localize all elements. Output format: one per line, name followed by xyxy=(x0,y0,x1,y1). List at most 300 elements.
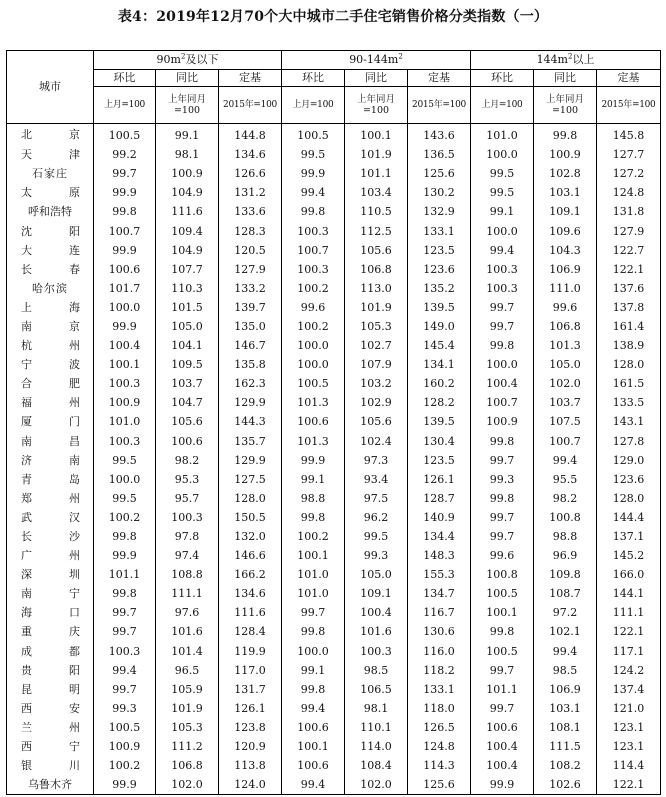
index-value: 99.4 xyxy=(282,183,345,202)
index-value: 146.6 xyxy=(219,546,282,565)
index-value: 99.9 xyxy=(282,164,345,183)
table-row xyxy=(7,412,661,431)
city-name: 南 宁 xyxy=(7,584,94,603)
index-value: 133.2 xyxy=(219,279,282,298)
index-value: 104.1 xyxy=(156,336,219,355)
index-value: 135.7 xyxy=(219,432,282,451)
index-value: 99.8 xyxy=(534,124,597,146)
city-name: 哈尔滨 xyxy=(7,279,94,298)
city-name: 重 庆 xyxy=(7,622,94,641)
index-value: 145.4 xyxy=(408,336,471,355)
city-name: 广 州 xyxy=(7,546,94,565)
index-value: 99.2 xyxy=(94,145,156,164)
index-value: 104.9 xyxy=(156,241,219,260)
index-value: 106.5 xyxy=(345,680,408,699)
table-row xyxy=(7,527,661,546)
index-value: 99.5 xyxy=(282,145,345,164)
index-value: 126.1 xyxy=(408,470,471,489)
table-row xyxy=(7,775,661,795)
unit-prev-year: 上年同月=100 xyxy=(345,87,408,124)
index-value: 100.4 xyxy=(471,374,534,393)
index-value: 103.7 xyxy=(156,374,219,393)
unit-base-2015: 2015年=100 xyxy=(408,87,471,124)
index-value: 99.6 xyxy=(282,298,345,317)
index-value: 123.1 xyxy=(597,718,661,737)
index-value: 99.7 xyxy=(471,298,534,317)
index-value: 122.7 xyxy=(597,241,661,260)
index-value: 99.1 xyxy=(282,661,345,680)
index-value: 128.7 xyxy=(408,489,471,508)
index-value: 97.8 xyxy=(156,527,219,546)
index-value: 99.7 xyxy=(94,622,156,641)
index-value: 144.4 xyxy=(597,508,661,527)
index-value: 137.8 xyxy=(597,298,661,317)
city-name: 海 口 xyxy=(7,603,94,622)
city-name: 合 肥 xyxy=(7,374,94,393)
index-value: 102.4 xyxy=(345,432,408,451)
index-value: 109.8 xyxy=(534,565,597,584)
index-value: 105.0 xyxy=(156,317,219,336)
index-value: 132.9 xyxy=(408,202,471,221)
table-row xyxy=(7,202,661,221)
index-value: 100.5 xyxy=(94,124,156,146)
index-value: 100.6 xyxy=(94,260,156,279)
index-value: 114.4 xyxy=(597,756,661,775)
city-name: 石家庄 xyxy=(7,164,94,183)
index-value: 120.5 xyxy=(219,241,282,260)
index-value: 105.0 xyxy=(534,355,597,374)
index-value: 99.1 xyxy=(282,470,345,489)
index-value: 122.1 xyxy=(597,260,661,279)
city-name: 成 都 xyxy=(7,642,94,661)
index-value: 125.6 xyxy=(408,164,471,183)
index-value: 101.0 xyxy=(282,565,345,584)
col-header-yoy: 同比 xyxy=(534,70,597,87)
index-value: 101.6 xyxy=(345,622,408,641)
index-value: 144.8 xyxy=(219,124,282,146)
col-header-yoy: 同比 xyxy=(156,70,219,87)
index-value: 99.9 xyxy=(282,451,345,470)
index-value: 99.9 xyxy=(94,546,156,565)
index-value: 101.1 xyxy=(345,164,408,183)
table-row xyxy=(7,508,661,527)
index-value: 104.9 xyxy=(156,183,219,202)
index-value: 133.1 xyxy=(408,680,471,699)
index-value: 98.8 xyxy=(282,489,345,508)
index-value: 111.6 xyxy=(156,202,219,221)
index-value: 107.5 xyxy=(534,412,597,431)
index-value: 135.8 xyxy=(219,355,282,374)
index-value: 122.1 xyxy=(597,775,661,795)
table-row xyxy=(7,393,661,412)
city-name: 青 岛 xyxy=(7,470,94,489)
index-value: 119.9 xyxy=(219,642,282,661)
index-value: 143.6 xyxy=(408,124,471,146)
index-value: 100.1 xyxy=(471,603,534,622)
table-row xyxy=(7,355,661,374)
index-value: 135.0 xyxy=(219,317,282,336)
index-value: 99.4 xyxy=(534,451,597,470)
city-name: 天 津 xyxy=(7,145,94,164)
index-value: 101.9 xyxy=(345,145,408,164)
col-header-base: 定基 xyxy=(408,70,471,87)
index-value: 102.1 xyxy=(534,622,597,641)
index-value: 105.6 xyxy=(345,241,408,260)
index-value: 138.9 xyxy=(597,336,661,355)
col-header-mom: 环比 xyxy=(471,70,534,87)
index-value: 102.8 xyxy=(534,164,597,183)
index-value: 100.5 xyxy=(471,642,534,661)
table-row xyxy=(7,374,661,393)
index-value: 149.0 xyxy=(408,317,471,336)
index-value: 126.6 xyxy=(219,164,282,183)
index-value: 130.4 xyxy=(408,432,471,451)
index-value: 95.7 xyxy=(156,489,219,508)
index-value: 99.7 xyxy=(282,603,345,622)
index-value: 100.2 xyxy=(282,317,345,336)
index-value: 100.9 xyxy=(94,393,156,412)
index-value: 101.3 xyxy=(282,393,345,412)
index-value: 113.8 xyxy=(219,756,282,775)
index-value: 106.8 xyxy=(156,756,219,775)
index-value: 118.2 xyxy=(408,661,471,680)
index-value: 121.0 xyxy=(597,699,661,718)
index-value: 100.7 xyxy=(94,221,156,240)
index-value: 131.8 xyxy=(597,202,661,221)
index-value: 103.7 xyxy=(534,393,597,412)
index-value: 100.3 xyxy=(471,260,534,279)
index-value: 98.1 xyxy=(156,145,219,164)
index-value: 100.6 xyxy=(471,718,534,737)
index-value: 99.8 xyxy=(94,527,156,546)
index-value: 96.5 xyxy=(156,661,219,680)
index-value: 100.1 xyxy=(282,737,345,756)
index-value: 102.0 xyxy=(156,775,219,795)
index-value: 134.1 xyxy=(408,355,471,374)
unit-prev-year: 上年同月=100 xyxy=(156,87,219,124)
index-value: 137.4 xyxy=(597,680,661,699)
index-value: 123.5 xyxy=(408,451,471,470)
index-value: 100.3 xyxy=(345,642,408,661)
table-row xyxy=(7,622,661,641)
index-value: 100.0 xyxy=(94,298,156,317)
index-value: 101.1 xyxy=(471,680,534,699)
index-value: 134.4 xyxy=(408,527,471,546)
table-row xyxy=(7,737,661,756)
index-value: 160.2 xyxy=(408,374,471,393)
index-value: 144.3 xyxy=(219,412,282,431)
table-header xyxy=(7,51,661,124)
table-row xyxy=(7,565,661,584)
index-value: 104.7 xyxy=(156,393,219,412)
index-value: 99.4 xyxy=(282,699,345,718)
unit-base-2015: 2015年=100 xyxy=(219,87,282,124)
index-value: 127.9 xyxy=(597,221,661,240)
index-value: 108.4 xyxy=(345,756,408,775)
index-value: 105.0 xyxy=(345,565,408,584)
index-value: 100.2 xyxy=(94,756,156,775)
index-value: 99.8 xyxy=(471,336,534,355)
group-header-90-144: $90-144m^2$ xyxy=(282,51,471,70)
index-value: 100.5 xyxy=(282,374,345,393)
table-row xyxy=(7,489,661,508)
city-name: 兰 州 xyxy=(7,718,94,737)
index-value: 102.6 xyxy=(534,775,597,795)
index-value: 127.9 xyxy=(219,260,282,279)
index-value: 98.2 xyxy=(156,451,219,470)
index-value: 108.2 xyxy=(534,756,597,775)
index-value: 100.1 xyxy=(282,546,345,565)
index-value: 99.9 xyxy=(94,241,156,260)
col-header-mom: 环比 xyxy=(94,70,156,87)
table-row xyxy=(7,432,661,451)
index-value: 111.2 xyxy=(156,737,219,756)
index-value: 126.5 xyxy=(408,718,471,737)
table-body xyxy=(7,124,661,795)
city-name: 乌鲁木齐 xyxy=(7,775,94,795)
index-value: 100.7 xyxy=(282,241,345,260)
index-value: 145.2 xyxy=(597,546,661,565)
index-value: 106.9 xyxy=(534,260,597,279)
index-value: 99.1 xyxy=(156,124,219,146)
index-value: 99.5 xyxy=(94,451,156,470)
index-value: 110.3 xyxy=(156,279,219,298)
city-name: 北 京 xyxy=(7,124,94,146)
index-value: 107.7 xyxy=(156,260,219,279)
index-value: 100.2 xyxy=(282,527,345,546)
index-value: 99.1 xyxy=(471,202,534,221)
index-value: 100.0 xyxy=(471,221,534,240)
index-value: 139.5 xyxy=(408,412,471,431)
index-value: 109.4 xyxy=(156,221,219,240)
index-value: 137.1 xyxy=(597,527,661,546)
index-value: 100.7 xyxy=(471,393,534,412)
index-value: 135.2 xyxy=(408,279,471,298)
city-name: 南 昌 xyxy=(7,432,94,451)
city-name: 南 京 xyxy=(7,317,94,336)
table-row xyxy=(7,260,661,279)
col-header-mom: 环比 xyxy=(282,70,345,87)
city-name: 呼和浩特 xyxy=(7,202,94,221)
index-value: 99.4 xyxy=(534,642,597,661)
index-value: 100.0 xyxy=(282,642,345,661)
index-value: 100.2 xyxy=(282,279,345,298)
index-value: 130.2 xyxy=(408,183,471,202)
unit-prev-month: 上月=100 xyxy=(94,87,156,124)
table-title: 表4：2019年12月70个大中城市二手住宅销售价格分类指数（一） xyxy=(117,9,549,25)
index-value: 99.8 xyxy=(471,432,534,451)
index-value: 100.8 xyxy=(534,508,597,527)
index-value: 114.3 xyxy=(408,756,471,775)
city-name: 大 连 xyxy=(7,241,94,260)
index-value: 131.2 xyxy=(219,183,282,202)
index-value: 101.6 xyxy=(156,622,219,641)
index-value: 129.9 xyxy=(219,393,282,412)
index-value: 101.0 xyxy=(282,584,345,603)
col-header-yoy: 同比 xyxy=(345,70,408,87)
index-value: 101.3 xyxy=(534,336,597,355)
index-value: 130.6 xyxy=(408,622,471,641)
index-value: 100.0 xyxy=(471,145,534,164)
index-value: 133.1 xyxy=(408,221,471,240)
index-value: 102.0 xyxy=(534,374,597,393)
table-row xyxy=(7,642,661,661)
index-value: 166.2 xyxy=(219,565,282,584)
table-row xyxy=(7,298,661,317)
index-value: 100.3 xyxy=(471,279,534,298)
index-value: 100.6 xyxy=(282,412,345,431)
index-value: 99.5 xyxy=(471,183,534,202)
index-value: 108.7 xyxy=(534,584,597,603)
city-name: 长 沙 xyxy=(7,527,94,546)
index-value: 105.3 xyxy=(156,718,219,737)
table-row xyxy=(7,680,661,699)
index-value: 128.2 xyxy=(408,393,471,412)
index-value: 99.8 xyxy=(94,202,156,221)
table-row xyxy=(7,718,661,737)
table-row xyxy=(7,279,661,298)
price-index-table xyxy=(6,50,661,795)
index-value: 139.5 xyxy=(408,298,471,317)
index-value: 103.1 xyxy=(534,183,597,202)
city-name: 深 圳 xyxy=(7,565,94,584)
index-value: 99.5 xyxy=(94,489,156,508)
index-value: 100.8 xyxy=(471,565,534,584)
city-name: 西 安 xyxy=(7,699,94,718)
index-value: 97.4 xyxy=(156,546,219,565)
table-row xyxy=(7,584,661,603)
index-value: 123.8 xyxy=(219,718,282,737)
index-value: 100.3 xyxy=(282,260,345,279)
index-value: 103.1 xyxy=(534,699,597,718)
index-value: 150.5 xyxy=(219,508,282,527)
index-value: 99.5 xyxy=(471,164,534,183)
city-name: 济 南 xyxy=(7,451,94,470)
index-value: 100.1 xyxy=(345,124,408,146)
unit-prev-year: 上年同月=100 xyxy=(534,87,597,124)
index-value: 99.4 xyxy=(94,661,156,680)
index-value: 99.7 xyxy=(94,603,156,622)
index-value: 101.4 xyxy=(156,642,219,661)
index-value: 128.0 xyxy=(597,489,661,508)
index-value: 105.9 xyxy=(156,680,219,699)
index-value: 103.4 xyxy=(345,183,408,202)
index-value: 100.6 xyxy=(156,432,219,451)
index-value: 116.7 xyxy=(408,603,471,622)
index-value: 118.0 xyxy=(408,699,471,718)
index-value: 100.4 xyxy=(94,336,156,355)
index-value: 111.1 xyxy=(597,603,661,622)
index-value: 100.0 xyxy=(94,470,156,489)
index-value: 100.6 xyxy=(282,718,345,737)
table-row xyxy=(7,603,661,622)
city-name: 昆 明 xyxy=(7,680,94,699)
index-value: 99.8 xyxy=(282,622,345,641)
unit-base-2015: 2015年=100 xyxy=(597,87,661,124)
index-value: 131.7 xyxy=(219,680,282,699)
city-name: 银 川 xyxy=(7,756,94,775)
index-value: 109.1 xyxy=(345,584,408,603)
index-value: 99.6 xyxy=(471,546,534,565)
index-value: 99.7 xyxy=(471,508,534,527)
index-value: 104.3 xyxy=(534,241,597,260)
index-value: 133.5 xyxy=(597,393,661,412)
index-value: 127.2 xyxy=(597,164,661,183)
index-value: 136.5 xyxy=(408,145,471,164)
index-value: 106.8 xyxy=(534,317,597,336)
index-value: 96.9 xyxy=(534,546,597,565)
index-value: 100.9 xyxy=(156,164,219,183)
table-row xyxy=(7,221,661,240)
index-value: 114.0 xyxy=(345,737,408,756)
table-row xyxy=(7,661,661,680)
index-value: 100.5 xyxy=(94,718,156,737)
index-value: 99.9 xyxy=(94,775,156,795)
index-value: 99.9 xyxy=(94,183,156,202)
city-name: 长 春 xyxy=(7,260,94,279)
index-value: 100.0 xyxy=(282,336,345,355)
index-value: 100.3 xyxy=(282,221,345,240)
index-value: 99.9 xyxy=(94,317,156,336)
index-value: 99.7 xyxy=(94,164,156,183)
index-value: 102.0 xyxy=(345,775,408,795)
index-value: 103.2 xyxy=(345,374,408,393)
index-value: 100.3 xyxy=(94,432,156,451)
index-value: 101.0 xyxy=(471,124,534,146)
index-value: 145.8 xyxy=(597,124,661,146)
index-value: 132.0 xyxy=(219,527,282,546)
city-name: 沈 阳 xyxy=(7,221,94,240)
index-value: 95.5 xyxy=(534,470,597,489)
index-value: 122.1 xyxy=(597,622,661,641)
index-value: 99.7 xyxy=(471,527,534,546)
index-value: 111.5 xyxy=(534,737,597,756)
city-name: 郑 州 xyxy=(7,489,94,508)
index-value: 100.4 xyxy=(345,603,408,622)
index-value: 123.5 xyxy=(408,241,471,260)
index-value: 117.1 xyxy=(597,642,661,661)
index-value: 105.3 xyxy=(345,317,408,336)
index-value: 140.9 xyxy=(408,508,471,527)
index-value: 108.1 xyxy=(534,718,597,737)
index-value: 112.5 xyxy=(345,221,408,240)
index-value: 111.1 xyxy=(156,584,219,603)
index-value: 96.2 xyxy=(345,508,408,527)
index-value: 105.6 xyxy=(345,412,408,431)
index-value: 98.1 xyxy=(345,699,408,718)
table-row xyxy=(7,145,661,164)
index-value: 100.2 xyxy=(94,508,156,527)
group-header-90-below: $90m^2$及以下 xyxy=(94,51,282,70)
index-value: 97.5 xyxy=(345,489,408,508)
index-value: 101.3 xyxy=(282,432,345,451)
unit-prev-month: 上月=100 xyxy=(282,87,345,124)
index-value: 128.0 xyxy=(219,489,282,508)
city-name: 福 州 xyxy=(7,393,94,412)
index-value: 95.3 xyxy=(156,470,219,489)
index-value: 101.1 xyxy=(94,565,156,584)
index-value: 127.8 xyxy=(597,432,661,451)
index-value: 139.7 xyxy=(219,298,282,317)
index-value: 111.6 xyxy=(219,603,282,622)
index-value: 100.6 xyxy=(282,756,345,775)
index-value: 97.6 xyxy=(156,603,219,622)
index-value: 127.5 xyxy=(219,470,282,489)
index-value: 98.2 xyxy=(534,489,597,508)
index-value: 102.9 xyxy=(345,393,408,412)
index-value: 100.9 xyxy=(94,737,156,756)
col-header-base: 定基 xyxy=(219,70,282,87)
